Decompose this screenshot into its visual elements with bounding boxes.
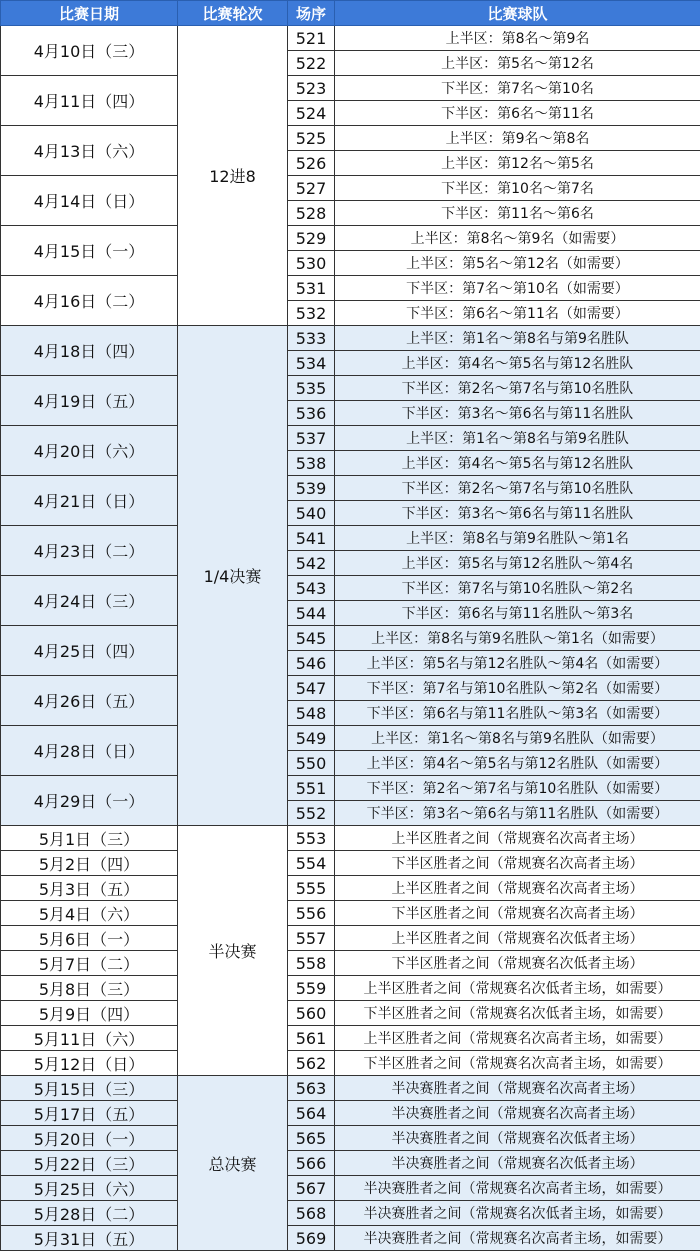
match-date: 5月8日（三） <box>1 976 178 1001</box>
table-row <box>1 76 700 101</box>
table-row <box>1 876 700 901</box>
matchup-teams: 上半区胜者之间（常规赛名次高者主场，如需要） <box>335 1026 700 1051</box>
match-date: 4月16日（二） <box>1 276 178 326</box>
table-row <box>1 976 700 1001</box>
game-number: 547 <box>288 676 335 701</box>
game-number: 522 <box>288 51 335 76</box>
matchup-teams: 上半区：第8名～第9名（如需要） <box>335 226 700 251</box>
table-row <box>1 176 700 201</box>
game-number: 531 <box>288 276 335 301</box>
game-number: 544 <box>288 601 335 626</box>
table-row <box>1 1026 700 1051</box>
game-number: 529 <box>288 226 335 251</box>
match-date: 4月18日（四） <box>1 326 178 376</box>
matchup-teams: 下半区：第10名～第7名 <box>335 176 700 201</box>
match-date: 5月11日（六） <box>1 1026 178 1051</box>
header-row <box>1 1 700 26</box>
match-date: 5月20日（一） <box>1 1126 178 1151</box>
matchup-teams: 下半区胜者之间（常规赛名次高者主场） <box>335 851 700 876</box>
matchup-teams: 下半区：第2名～第7名与第10名胜队 <box>335 476 700 501</box>
matchup-teams: 下半区：第6名与第11名胜队～第3名 <box>335 601 700 626</box>
matchup-teams: 下半区：第11名～第6名 <box>335 201 700 226</box>
table-row <box>1 776 700 801</box>
match-date: 4月26日（五） <box>1 676 178 726</box>
matchup-teams: 半决赛胜者之间（常规赛名次高者主场） <box>335 1101 700 1126</box>
matchup-teams: 上半区：第5名与第12名胜队～第4名 <box>335 551 700 576</box>
matchup-teams: 半决赛胜者之间（常规赛名次低者主场，如需要） <box>335 1201 700 1226</box>
game-number: 527 <box>288 176 335 201</box>
table-row <box>1 526 700 551</box>
table-row <box>1 476 700 501</box>
matchup-teams: 上半区：第12名～第5名 <box>335 151 700 176</box>
matchup-teams: 上半区：第5名～第12名 <box>335 51 700 76</box>
table-row <box>1 1001 700 1026</box>
schedule-body <box>1 26 700 1251</box>
round-label: 1/4决赛 <box>178 326 288 826</box>
table-row <box>1 326 700 351</box>
round-label: 总决赛 <box>178 1076 288 1251</box>
matchup-teams: 半决赛胜者之间（常规赛名次高者主场，如需要） <box>335 1176 700 1201</box>
matchup-teams: 上半区：第9名～第8名 <box>335 126 700 151</box>
match-date: 5月28日（二） <box>1 1201 178 1226</box>
matchup-teams: 上半区：第1名～第8名与第9名胜队 <box>335 426 700 451</box>
game-number: 552 <box>288 801 335 826</box>
game-number: 560 <box>288 1001 335 1026</box>
match-date: 4月21日（日） <box>1 476 178 526</box>
game-number: 548 <box>288 701 335 726</box>
matchup-teams: 上半区：第8名与第9名胜队～第1名（如需要） <box>335 626 700 651</box>
match-date: 4月29日（一） <box>1 776 178 826</box>
match-date: 5月2日（四） <box>1 851 178 876</box>
table-row <box>1 376 700 401</box>
matchup-teams: 上半区：第5名与第12名胜队～第4名（如需要） <box>335 651 700 676</box>
table-row <box>1 726 700 751</box>
table-row <box>1 1076 700 1101</box>
match-date: 4月15日（一） <box>1 226 178 276</box>
header-teams: 比赛球队 <box>335 1 700 26</box>
round-label: 半决赛 <box>178 826 288 1076</box>
table-row <box>1 951 700 976</box>
matchup-teams: 下半区胜者之间（常规赛名次低者主场） <box>335 951 700 976</box>
game-number: 553 <box>288 826 335 851</box>
game-number: 566 <box>288 1151 335 1176</box>
table-row <box>1 1151 700 1176</box>
game-number: 567 <box>288 1176 335 1201</box>
game-number: 542 <box>288 551 335 576</box>
match-date: 5月3日（五） <box>1 876 178 901</box>
game-number: 551 <box>288 776 335 801</box>
matchup-teams: 上半区：第1名～第8名与第9名胜队 <box>335 326 700 351</box>
matchup-teams: 下半区：第6名～第11名（如需要） <box>335 301 700 326</box>
match-date: 4月20日（六） <box>1 426 178 476</box>
game-number: 559 <box>288 976 335 1001</box>
match-date: 5月31日（五） <box>1 1226 178 1251</box>
matchup-teams: 上半区：第5名～第12名（如需要） <box>335 251 700 276</box>
table-row <box>1 626 700 651</box>
game-number: 533 <box>288 326 335 351</box>
game-number: 524 <box>288 101 335 126</box>
matchup-teams: 上半区：第1名～第8名与第9名胜队（如需要） <box>335 726 700 751</box>
game-number: 562 <box>288 1051 335 1076</box>
match-date: 5月25日（六） <box>1 1176 178 1201</box>
table-row <box>1 851 700 876</box>
game-number: 543 <box>288 576 335 601</box>
table-row <box>1 901 700 926</box>
matchup-teams: 上半区胜者之间（常规赛名次低者主场） <box>335 926 700 951</box>
table-row <box>1 426 700 451</box>
game-number: 521 <box>288 26 335 51</box>
game-number: 555 <box>288 876 335 901</box>
game-number: 568 <box>288 1201 335 1226</box>
game-number: 554 <box>288 851 335 876</box>
game-number: 525 <box>288 126 335 151</box>
match-date: 4月28日（日） <box>1 726 178 776</box>
game-number: 569 <box>288 1226 335 1251</box>
game-number: 537 <box>288 426 335 451</box>
matchup-teams: 半决赛胜者之间（常规赛名次高者主场） <box>335 1076 700 1101</box>
match-date: 5月1日（三） <box>1 826 178 851</box>
matchup-teams: 下半区：第7名与第10名胜队～第2名 <box>335 576 700 601</box>
game-number: 530 <box>288 251 335 276</box>
matchup-teams: 上半区：第4名～第5名与第12名胜队（如需要） <box>335 751 700 776</box>
game-number: 535 <box>288 376 335 401</box>
matchup-teams: 下半区胜者之间（常规赛名次高者主场，如需要） <box>335 1051 700 1076</box>
matchup-teams: 上半区胜者之间（常规赛名次高者主场） <box>335 876 700 901</box>
round-label: 12进8 <box>178 26 288 326</box>
match-date: 4月19日（五） <box>1 376 178 426</box>
matchup-teams: 下半区：第2名～第7名与第10名胜队（如需要） <box>335 776 700 801</box>
matchup-teams: 半决赛胜者之间（常规赛名次低者主场） <box>335 1151 700 1176</box>
matchup-teams: 上半区胜者之间（常规赛名次低者主场，如需要） <box>335 976 700 1001</box>
match-date: 4月10日（三） <box>1 26 178 76</box>
table-row <box>1 676 700 701</box>
matchup-teams: 下半区：第7名～第10名 <box>335 76 700 101</box>
table-row <box>1 1101 700 1126</box>
match-date: 5月4日（六） <box>1 901 178 926</box>
matchup-teams: 半决赛胜者之间（常规赛名次高者主场，如需要） <box>335 1226 700 1251</box>
game-number: 549 <box>288 726 335 751</box>
matchup-teams: 下半区：第3名～第6名与第11名胜队 <box>335 401 700 426</box>
matchup-teams: 半决赛胜者之间（常规赛名次低者主场） <box>335 1126 700 1151</box>
matchup-teams: 上半区胜者之间（常规赛名次高者主场） <box>335 826 700 851</box>
match-date: 4月25日（四） <box>1 626 178 676</box>
game-number: 561 <box>288 1026 335 1051</box>
table-row <box>1 126 700 151</box>
matchup-teams: 下半区：第2名～第7名与第10名胜队 <box>335 376 700 401</box>
game-number: 534 <box>288 351 335 376</box>
game-number: 550 <box>288 751 335 776</box>
game-number: 532 <box>288 301 335 326</box>
game-number: 558 <box>288 951 335 976</box>
game-number: 528 <box>288 201 335 226</box>
game-number: 557 <box>288 926 335 951</box>
matchup-teams: 下半区：第6名～第11名 <box>335 101 700 126</box>
match-date: 5月7日（二） <box>1 951 178 976</box>
game-number: 523 <box>288 76 335 101</box>
matchup-teams: 下半区：第3名～第6名与第11名胜队（如需要） <box>335 801 700 826</box>
matchup-teams: 下半区：第3名～第6名与第11名胜队 <box>335 501 700 526</box>
matchup-teams: 下半区：第6名与第11名胜队～第3名（如需要） <box>335 701 700 726</box>
game-number: 564 <box>288 1101 335 1126</box>
table-row <box>1 226 700 251</box>
table-row <box>1 1176 700 1201</box>
table-row <box>1 276 700 301</box>
table-row <box>1 1201 700 1226</box>
game-number: 556 <box>288 901 335 926</box>
table-row <box>1 576 700 601</box>
matchup-teams: 下半区：第7名～第10名（如需要） <box>335 276 700 301</box>
match-date: 4月23日（二） <box>1 526 178 576</box>
game-number: 526 <box>288 151 335 176</box>
matchup-teams: 上半区：第8名与第9名胜队～第1名 <box>335 526 700 551</box>
table-row <box>1 26 700 51</box>
header-game-no: 场序 <box>288 1 335 26</box>
matchup-teams: 下半区胜者之间（常规赛名次低者主场，如需要） <box>335 1001 700 1026</box>
table-row <box>1 1126 700 1151</box>
table-row <box>1 826 700 851</box>
match-date: 4月14日（日） <box>1 176 178 226</box>
table-row <box>1 1051 700 1076</box>
matchup-teams: 上半区：第4名～第5名与第12名胜队 <box>335 451 700 476</box>
match-date: 5月12日（日） <box>1 1051 178 1076</box>
matchup-teams: 下半区胜者之间（常规赛名次高者主场） <box>335 901 700 926</box>
match-date: 5月9日（四） <box>1 1001 178 1026</box>
game-number: 538 <box>288 451 335 476</box>
matchup-teams: 下半区：第7名与第10名胜队～第2名（如需要） <box>335 676 700 701</box>
header-round: 比赛轮次 <box>178 1 288 26</box>
matchup-teams: 上半区：第4名～第5名与第12名胜队 <box>335 351 700 376</box>
match-date: 5月22日（三） <box>1 1151 178 1176</box>
game-number: 536 <box>288 401 335 426</box>
game-number: 563 <box>288 1076 335 1101</box>
match-date: 4月11日（四） <box>1 76 178 126</box>
match-date: 5月15日（三） <box>1 1076 178 1101</box>
game-number: 545 <box>288 626 335 651</box>
match-date: 4月24日（三） <box>1 576 178 626</box>
matchup-teams: 上半区：第8名～第9名 <box>335 26 700 51</box>
match-date: 4月13日（六） <box>1 126 178 176</box>
table-row <box>1 1226 700 1251</box>
game-number: 541 <box>288 526 335 551</box>
game-number: 540 <box>288 501 335 526</box>
match-date: 5月6日（一） <box>1 926 178 951</box>
game-number: 539 <box>288 476 335 501</box>
match-date: 5月17日（五） <box>1 1101 178 1126</box>
header-date: 比赛日期 <box>1 1 178 26</box>
game-number: 565 <box>288 1126 335 1151</box>
game-number: 546 <box>288 651 335 676</box>
table-row <box>1 926 700 951</box>
